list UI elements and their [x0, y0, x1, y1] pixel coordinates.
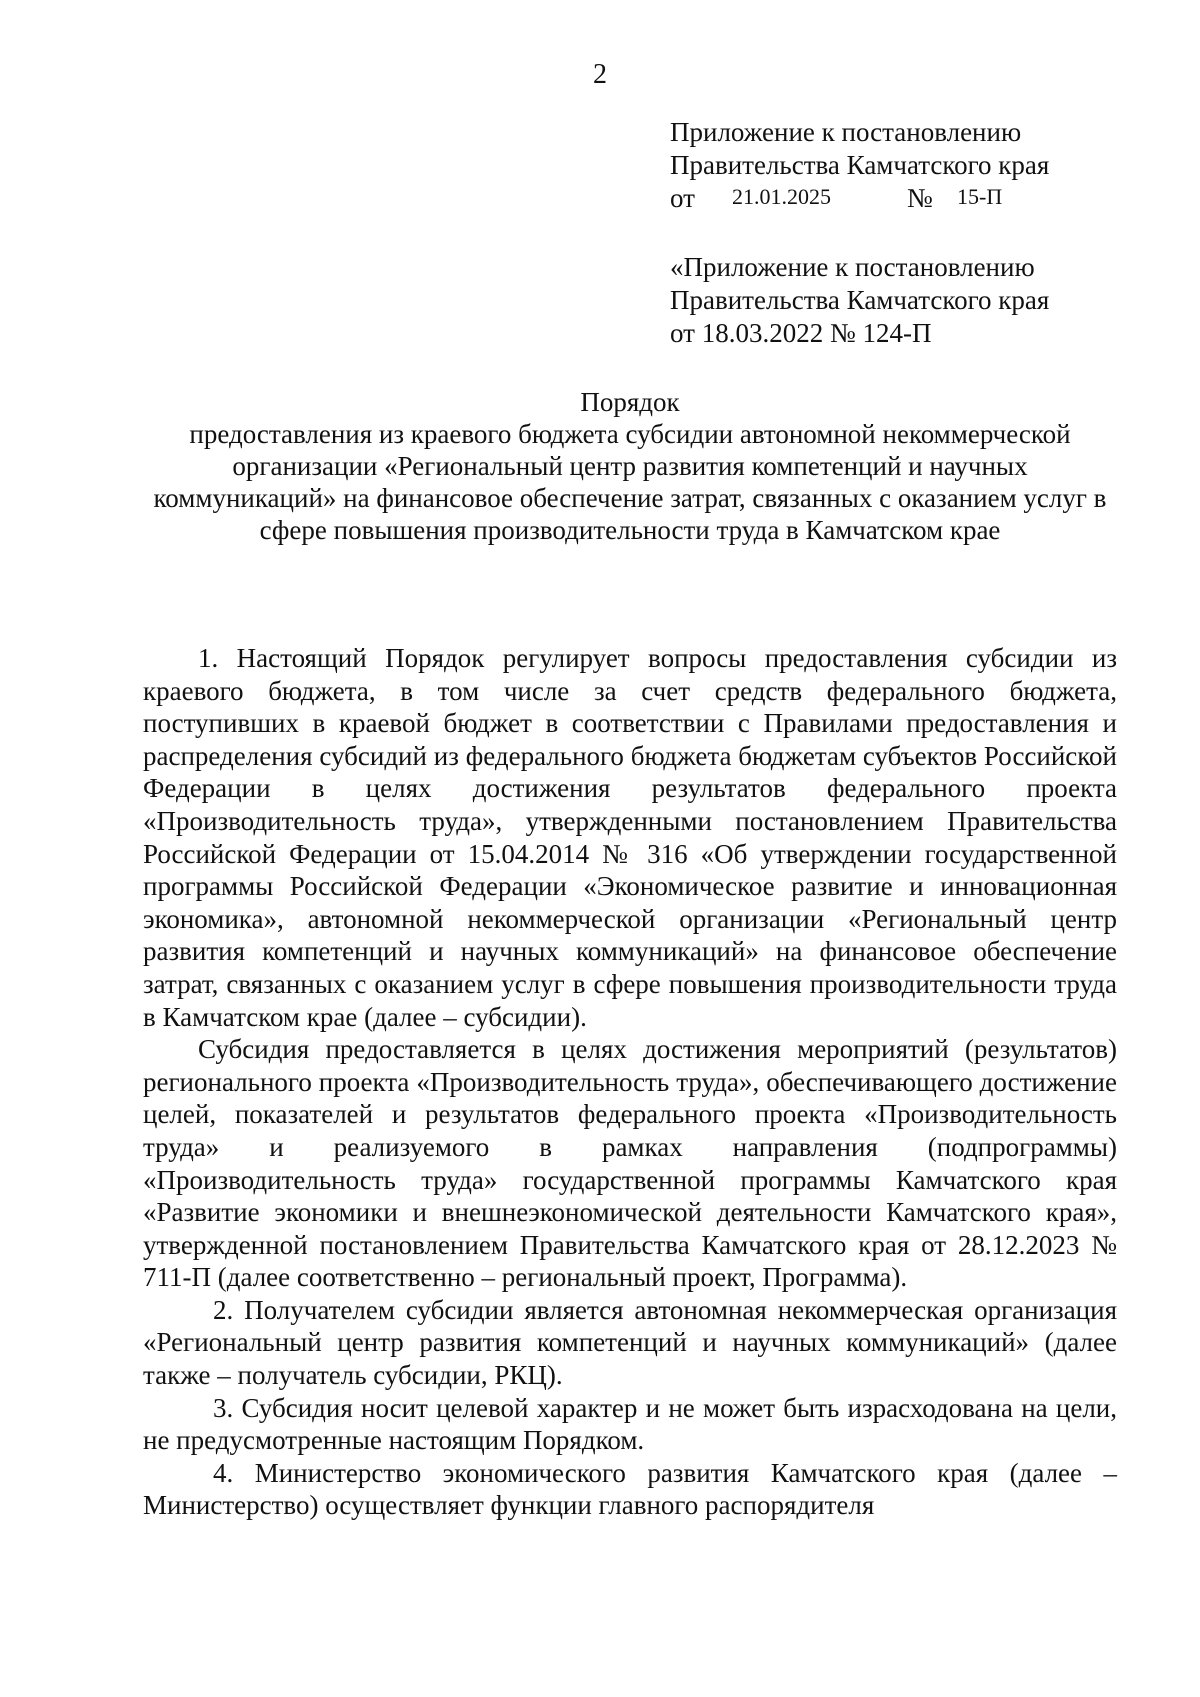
appendix-current-header: [670, 116, 1049, 215]
paragraph-1: 1. Настоящий Порядок регулирует вопросы предоставления субсидии из краевого бюджета, в том числе за счет средств федерального бюджета, поступивших в краевой бюджет в соответствии с Правилами предоставления и распределения субсидий из федерального бюджета бюджетам субъектов Российской Федерации в целях достижения результатов федерального проекта «Производительность труда», утвержденными постановлением Правительства Российской Федерации от 15.04.2014 № 316 «Об утверждении государственной программы Российской Федерации «Экономическое развитие и инновационная экономика», автономной некоммерческой организации «Региональный центр развития компетенций и научных коммуникаций» на финансовое обеспечение затрат, связанных с оказанием услуг в сфере повышения производительности труда в Камчатском крае (далее – субсидии).: [143, 643, 1117, 1032]
resolution-number: 15-П: [957, 184, 1003, 209]
title-subtitle: предоставления из краевого бюджета субсидии автономной некоммерческой организации «Региональный центр развития компетенций и научных коммуникаций» на финансовое обеспечение затрат, связанных с оказанием услуг в сфере повышения производительности труда в Камчатском крае: [153, 419, 1107, 545]
appendix-current-line1: Приложение к постановлению: [670, 117, 1022, 147]
paragraph-4: 4. Министерство экономического развития Камчатского края (далее – Министерство) осуществляет функции главного распорядителя: [143, 1457, 1117, 1521]
appendix-original-line1: «Приложение к постановлению: [670, 252, 1035, 282]
number-sign: №: [907, 183, 933, 213]
appendix-original-header: [670, 251, 1049, 350]
resolution-date: 21.01.2025: [732, 184, 831, 209]
appendix-current-line2: Правительства Камчатского края: [670, 150, 1050, 180]
appendix-original-line2: Правительства Камчатского края: [670, 285, 1050, 315]
paragraph-2: 2. Получателем субсидии является автономная некоммерческая организация «Региональный центр развития компетенций и научных коммуникаций» (далее также – получатель субсидии, РКЦ).: [143, 1294, 1117, 1391]
paragraph-subsidy-purpose: Субсидия предоставляется в целях достижения мероприятий (результатов) регионального проекта «Производительность труда», обеспечивающего достижение целей, показателей и результатов федерального проекта «Производительность труда» и реализуемого в рамках направления (подпрограммы) «Производительность труда» государственной программы Камчатского края «Развитие экономики и внешнеэкономической деятельности Камчатского края», утвержденной постановлением Правительства Камчатского края от 28.12.2023 № 711-П (далее соответственно – региональный проект, Программа).: [143, 1034, 1117, 1293]
paragraph-3: 3. Субсидия носит целевой характер и не может быть израсходована на цели, не предусмотренные настоящим Порядком.: [143, 1392, 1117, 1456]
appendix-original-line3: от 18.03.2022 № 124-П: [670, 318, 932, 348]
from-label: от: [670, 183, 695, 213]
appendix-current-number-row: [670, 182, 1049, 215]
page-number: 2: [593, 59, 607, 90]
title-heading: Порядок: [580, 387, 680, 417]
document-title: [140, 386, 1120, 546]
document-body: [143, 642, 1117, 1522]
